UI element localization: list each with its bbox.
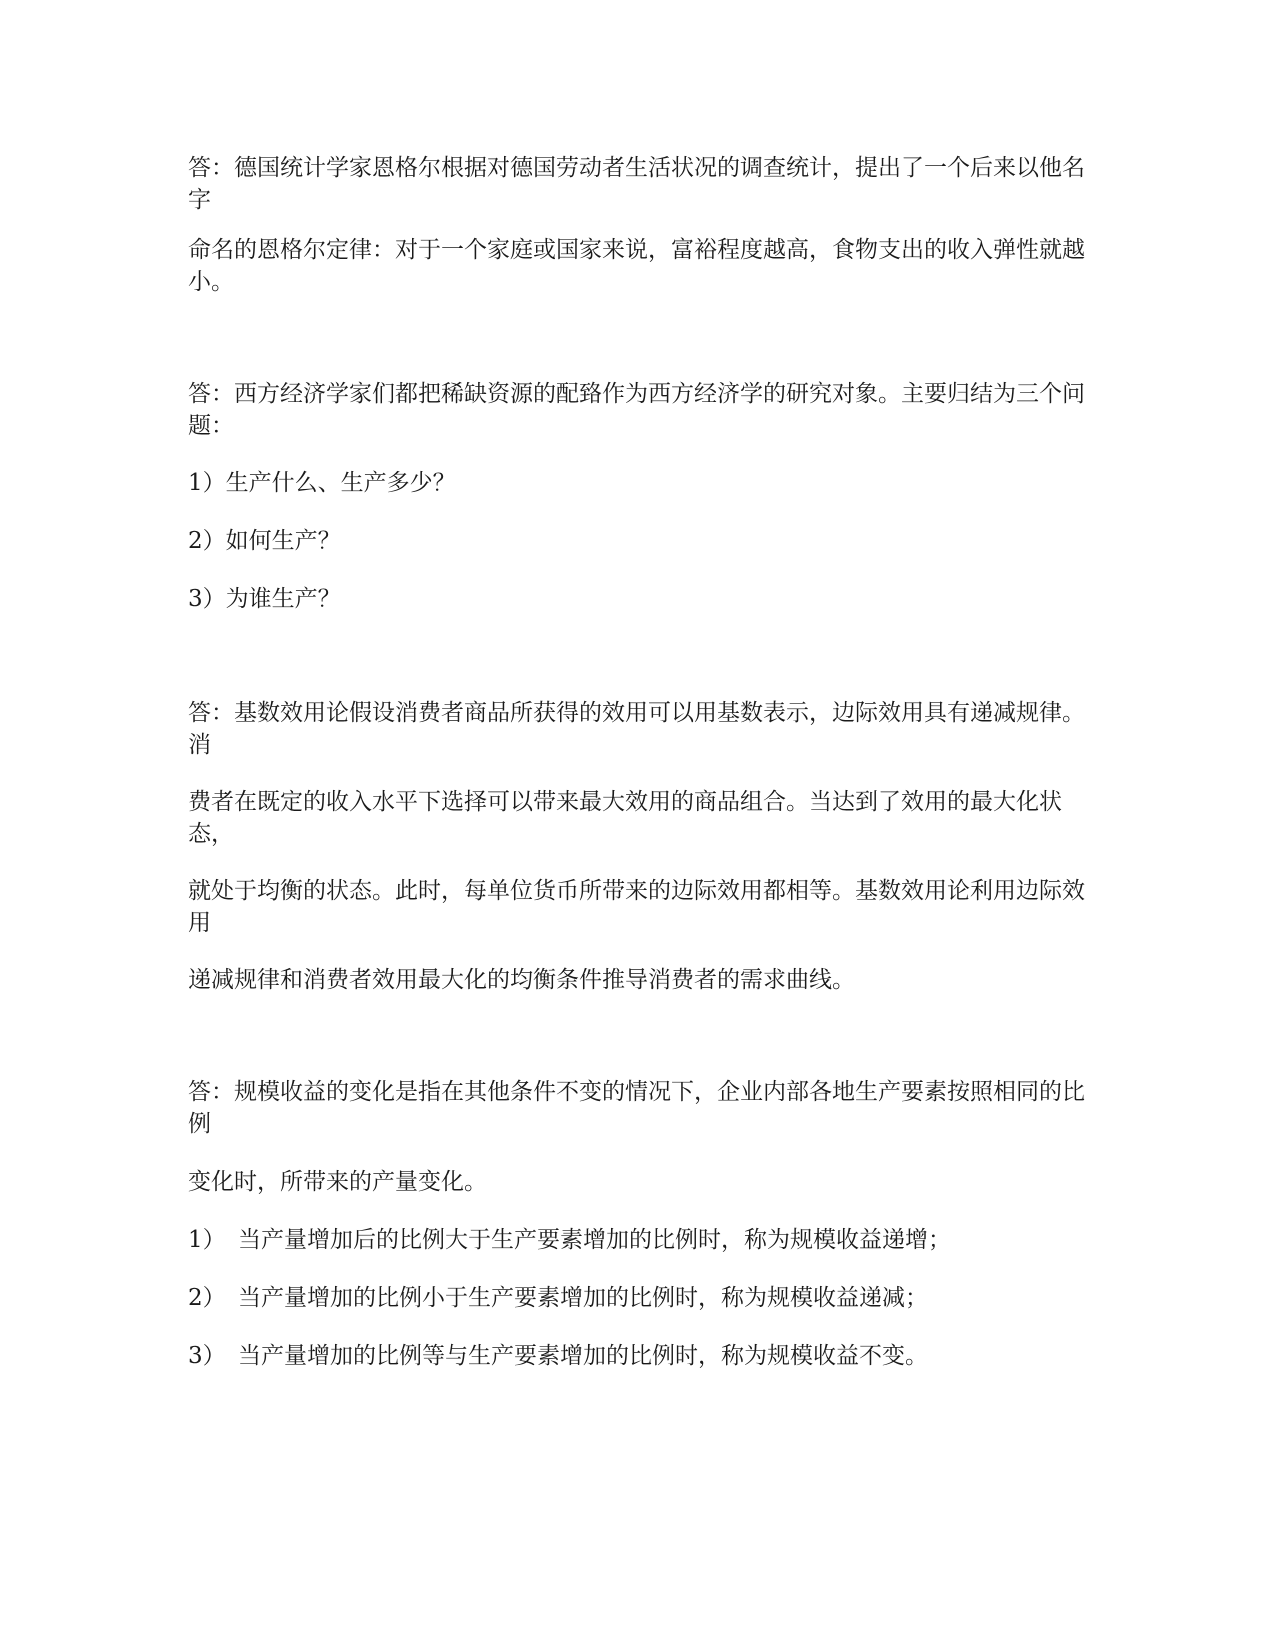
paragraph-scarcity-q1: 1）生产什么、生产多少？ [188,470,456,496]
paragraph-returns-2: 变化时，所带来的产量变化。 [188,1169,487,1195]
paragraph-utility-4: 递减规律和消费者效用最大化的均衡条件推导消费者的需求曲线。 [188,967,855,993]
paragraph-scarcity-q3: 3）为谁生产？ [188,586,341,612]
list-text: 当产量增加后的比例大于生产要素增加的比例时，称为规模收益递增； [238,1227,951,1253]
paragraph-utility-1: 答：基数效用论假设消费者商品所获得的效用可以用基数表示，边际效用具有递减规律。消 [188,700,1085,758]
paragraph-engel-1: 答：德国统计学家恩格尔根据对德国劳动者生活状况的调查统计，提出了一个后来以他名字 [188,155,1085,213]
paragraph-utility-3: 就处于均衡的状态。此时，每单位货币所带来的边际效用都相等。基数效用论利用边际效用 [188,878,1085,936]
paragraph-utility-2: 费者在既定的收入水平下选择可以带来最大效用的商品组合。当达到了效用的最大化状态， [188,789,1062,847]
list-number: 1） [188,1227,226,1253]
list-text: 当产量增加的比例小于生产要素增加的比例时，称为规模收益递减； [238,1285,928,1311]
paragraph-engel-2: 命名的恩格尔定律：对于一个家庭或国家来说，富裕程度越高，食物支出的收入弹性就越小。 [188,237,1085,295]
paragraph-scarcity-1: 答：西方经济学家们都把稀缺资源的配臵作为西方经济学的研究对象。主要归结为三个问题： [188,381,1085,439]
list-number: 2） [188,1285,226,1311]
list-item-increasing-returns [188,1224,1088,1256]
list-item-decreasing-returns [188,1282,1088,1314]
list-number: 3） [188,1343,226,1369]
list-text: 当产量增加的比例等与生产要素增加的比例时，称为规模收益不变。 [238,1343,928,1369]
paragraph-scarcity-q2: 2）如何生产？ [188,528,341,554]
paragraph-returns-1: 答：规模收益的变化是指在其他条件不变的情况下，企业内部各地生产要素按照相同的比例 [188,1079,1085,1137]
list-item-constant-returns [188,1340,1088,1372]
